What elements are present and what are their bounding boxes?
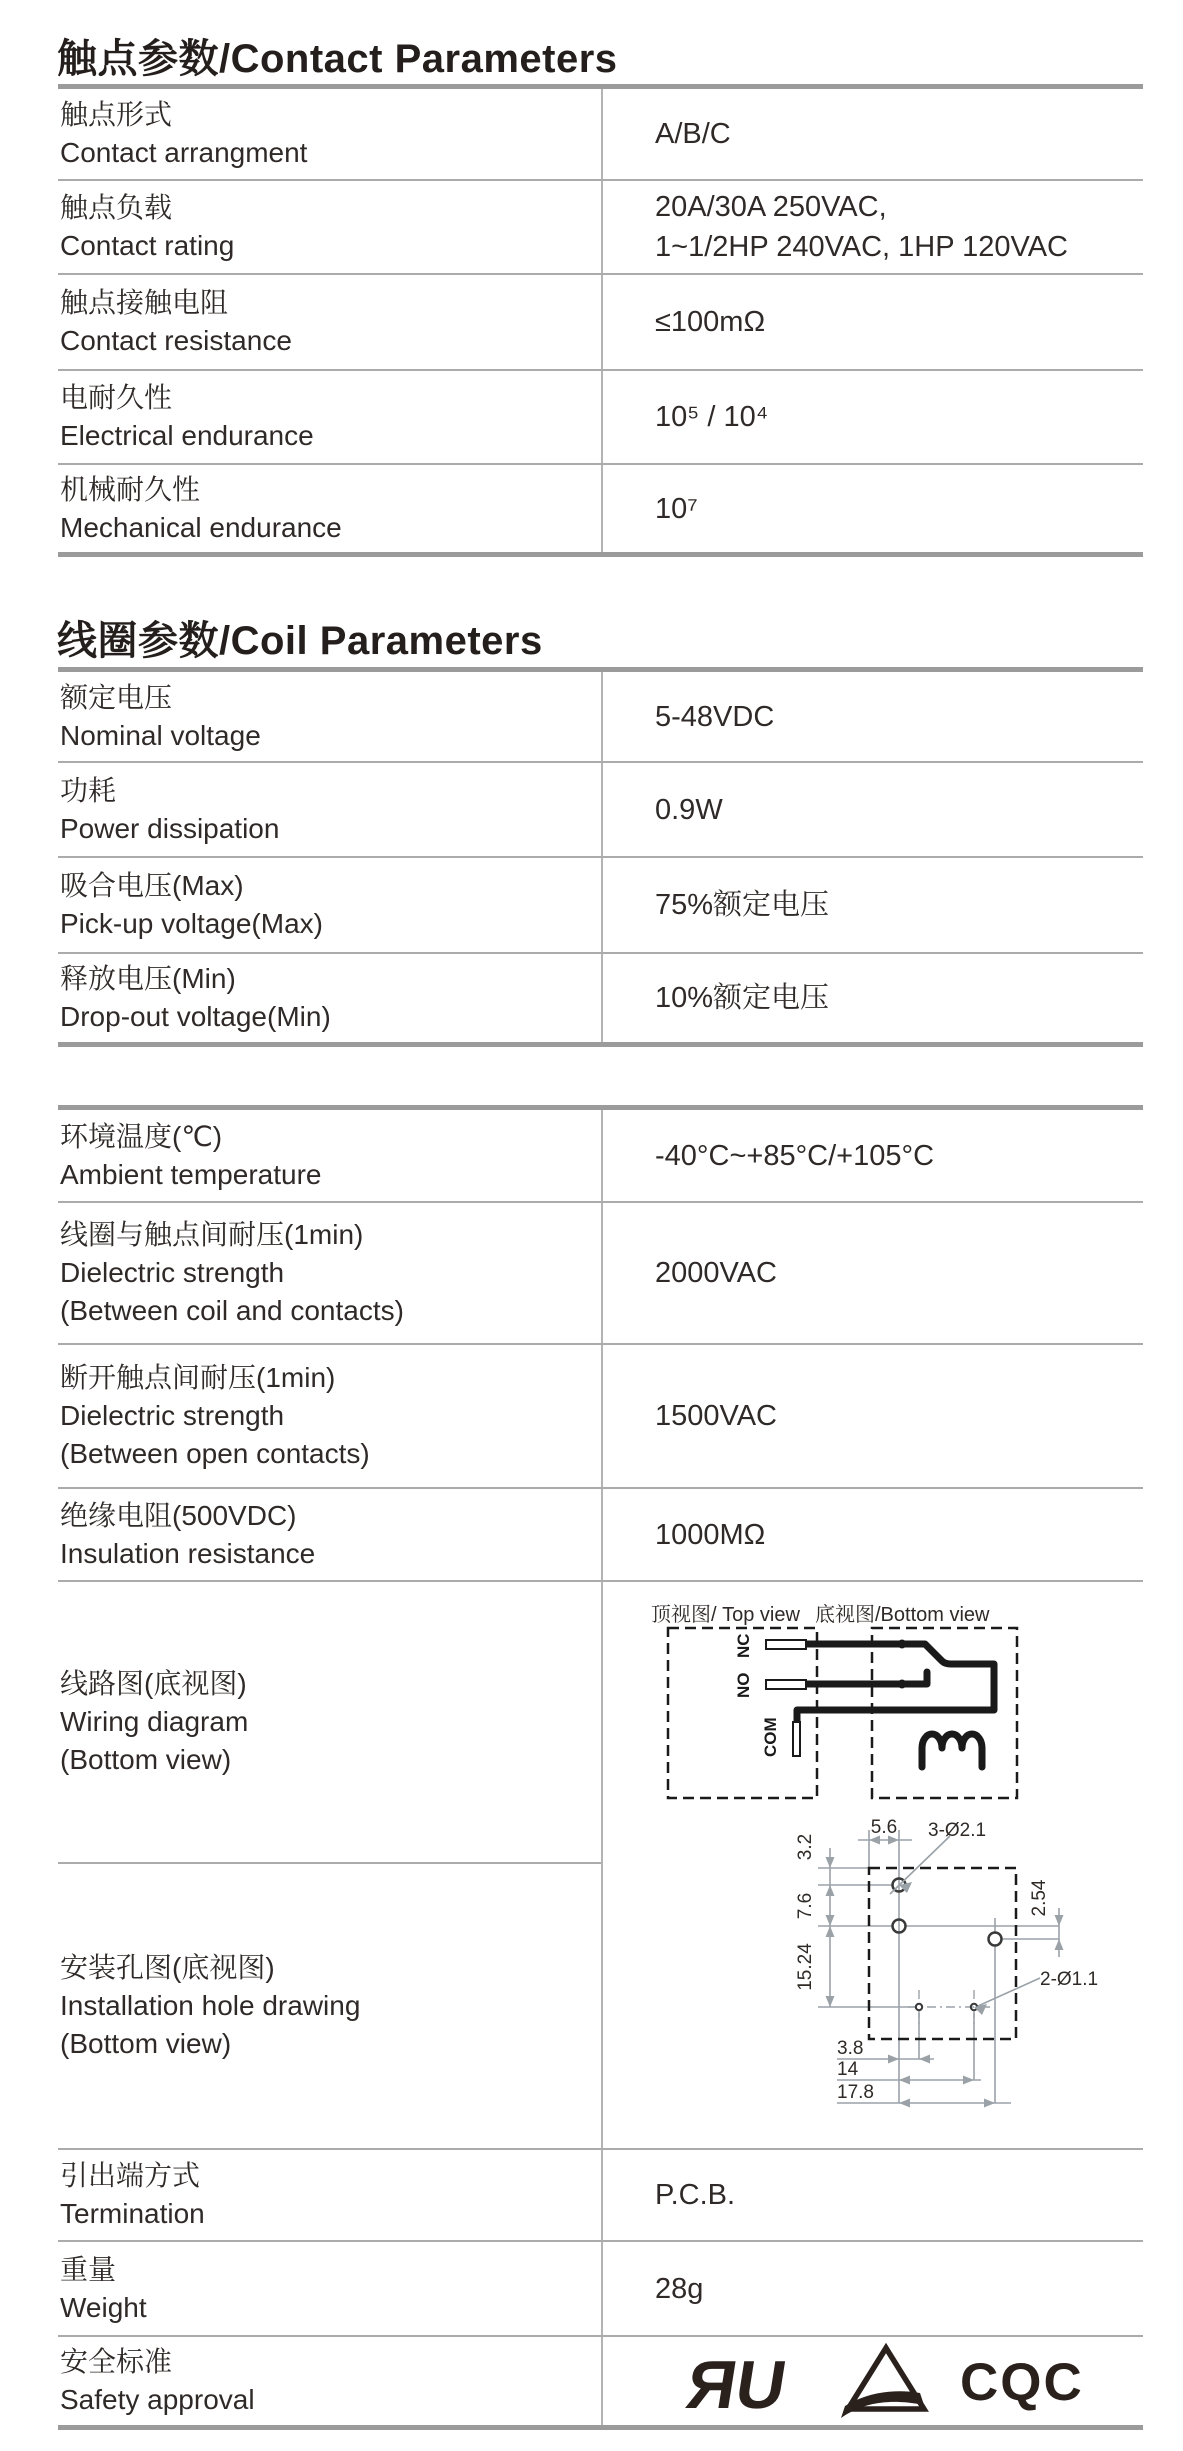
row-label-en-2: (Bottom view) — [60, 1744, 232, 1775]
dim-arrow — [963, 2076, 974, 2085]
row-label-en: Installation hole drawing — [60, 1990, 361, 2021]
dim-label-3-holes: 3-Ø2.1 — [928, 1820, 987, 1841]
row-value — [601, 371, 1143, 463]
row-label — [58, 1582, 601, 1862]
row-label-zh: 线路图(底视图) — [60, 1668, 247, 1699]
row-label-zh: 引出端方式 — [60, 2160, 201, 2191]
table-row — [58, 369, 1143, 463]
row-value-text: 2000VAC — [655, 1257, 777, 1289]
table-row — [58, 952, 1143, 1042]
coil-parameters-table — [58, 667, 1143, 1047]
dim-arrow — [888, 2055, 899, 2064]
row-value-text: 20A/30A 250VAC, — [655, 191, 887, 223]
row-label — [58, 672, 601, 761]
row-value-text: 10⁷ — [655, 492, 698, 525]
dim-arrow — [919, 2055, 930, 2064]
row-label-en: Weight — [60, 2291, 147, 2323]
table-row-safety-approval — [58, 2335, 1143, 2425]
row-label-en: Drop-out voltage(Min) — [60, 1001, 331, 1032]
row-label — [58, 1203, 601, 1343]
row-label-en: Pick-up voltage(Max) — [60, 908, 323, 939]
row-value-text: 10⁵ / 10⁴ — [655, 401, 769, 433]
row-value — [601, 672, 1143, 761]
row-value — [601, 181, 1143, 273]
com-pin-label: COM — [761, 1717, 780, 1757]
row-value-text: A/B/C — [655, 118, 731, 150]
row-value-text: 1000MΩ — [655, 1518, 766, 1551]
row-label — [58, 1862, 601, 2148]
cqc-logo — [960, 2353, 1118, 2412]
row-label-en: Contact resistance — [60, 325, 292, 356]
row-label-en: Contact arrangment — [60, 137, 308, 168]
row-value — [601, 858, 1143, 952]
row-label-zh: 吸合电压(Max) — [60, 870, 244, 901]
row-label-zh: 额定电压 — [60, 681, 173, 713]
dim-arrow — [899, 2099, 910, 2108]
dim-label-3-8: 3.8 — [837, 2038, 864, 2059]
row-value — [601, 275, 1143, 369]
row-value-text: 1500VAC — [655, 1400, 777, 1432]
row-value — [601, 954, 1143, 1042]
dim-label-14: 14 — [837, 2059, 859, 2080]
dim-label-5-6: 5.6 — [870, 1817, 898, 1838]
table-row — [58, 1343, 1143, 1487]
row-label-en: Termination — [60, 2198, 205, 2229]
mount-hole — [989, 1933, 1002, 1946]
row-label — [58, 275, 601, 369]
row-label-zh: 触点负载 — [60, 192, 173, 223]
row-label — [58, 2337, 601, 2425]
row-value — [601, 465, 1143, 552]
table-row — [58, 2148, 1143, 2240]
row-label — [58, 858, 601, 952]
dim-label-3-2: 3.2 — [795, 1833, 816, 1861]
no-pin — [766, 1680, 806, 1689]
row-label-en: Power dissipation — [60, 812, 280, 844]
row-label-en: Electrical endurance — [60, 420, 314, 451]
row-label-en-2: (Bottom view) — [60, 2028, 232, 2059]
dim-label-2-holes: 2-Ø1.1 — [1040, 1969, 1099, 1990]
row-value-text: P.C.B. — [655, 2179, 736, 2211]
no-pin-label: NO — [734, 1672, 753, 1698]
row-label-en: Contact rating — [60, 230, 235, 261]
row-label — [58, 89, 601, 179]
table-row — [58, 179, 1143, 273]
dim-arrow — [826, 1915, 835, 1926]
row-value — [601, 1345, 1143, 1487]
row-label-zh: 环境温度(℃) — [60, 1120, 223, 1152]
row-value — [601, 763, 1143, 856]
dim-arrow — [826, 1926, 835, 1937]
dim-label-2-54: 2.54 — [1029, 1879, 1050, 1917]
row-label-zh: 安全标准 — [60, 2346, 173, 2377]
row-label — [58, 763, 601, 856]
row-label-en: Safety approval — [60, 2384, 255, 2415]
row-label-en: Nominal voltage — [60, 719, 261, 751]
no-junction-dot — [898, 1680, 907, 1689]
ul-mark-text: ЯU — [681, 2347, 792, 2423]
row-value-text: 10%额定电压 — [655, 982, 830, 1014]
row-label-zh: 触点接触电阻 — [60, 287, 229, 318]
row-value-text: 28g — [655, 2272, 704, 2305]
dim-arrow — [1055, 1939, 1064, 1950]
table-row — [58, 761, 1143, 856]
leader-line-2-holes — [978, 1978, 1040, 2006]
row-label — [58, 2242, 601, 2335]
row-label — [58, 1110, 601, 1201]
table-row — [58, 2240, 1143, 2335]
row-label-zh: 释放电压(Min) — [60, 963, 236, 994]
no-trace — [805, 1672, 927, 1684]
row-label-en: Mechanical endurance — [60, 511, 342, 543]
row-value-text-2: 1~1/2HP 240VAC, 1HP 120VAC — [655, 231, 1068, 263]
table-row — [58, 1487, 1143, 1580]
com-junction-dot — [991, 1695, 998, 1702]
top-view-label: 顶视图/ Top view — [651, 1604, 800, 1626]
coil-symbol — [922, 1734, 982, 1767]
installation-hole-drawing — [795, 1817, 1130, 2120]
com-pin — [793, 1722, 800, 1756]
table-row — [58, 672, 1143, 761]
nc-junction-dot — [898, 1640, 907, 1649]
table-row — [58, 1110, 1143, 1201]
row-label-zh: 断开触点间耐压(1min) — [60, 1362, 336, 1393]
row-label-en: Insulation resistance — [60, 1537, 316, 1569]
bottom-view-label: 底视图/Bottom view — [815, 1604, 990, 1626]
row-label — [58, 954, 601, 1042]
row-label-zh: 重量 — [60, 2253, 117, 2285]
row-label-zh: 机械耐久性 — [60, 473, 201, 505]
dim-arrow — [899, 2076, 910, 2085]
dim-label-17-8: 17.8 — [837, 2082, 874, 2103]
row-value-text: 0.9W — [655, 793, 723, 826]
nc-pin-label: NC — [734, 1633, 753, 1658]
row-value-text: ≤100mΩ — [655, 306, 766, 338]
row-label-en: Wiring diagram — [60, 1706, 249, 1737]
row-label-en: Dielectric strength — [60, 1400, 285, 1431]
row-label-en: Ambient temperature — [60, 1158, 322, 1190]
row-label-zh: 功耗 — [60, 774, 117, 806]
row-value — [601, 1489, 1143, 1580]
row-label-zh: 触点形式 — [60, 99, 173, 130]
table-row — [58, 1201, 1143, 1343]
row-label-zh: 电耐久性 — [60, 382, 173, 413]
row-label — [58, 2150, 601, 2240]
safety-logos — [601, 2337, 1143, 2425]
table-row — [58, 463, 1143, 552]
row-label — [58, 1345, 601, 1487]
section-title-contact-parameters: 触点参数/Contact Parameters — [57, 37, 618, 81]
dim-arrow — [826, 1857, 835, 1868]
row-label-en-2: (Between open contacts) — [60, 1438, 370, 1469]
dim-label-7-6: 7.6 — [795, 1892, 816, 1920]
dim-arrow — [1055, 1915, 1064, 1926]
dim-arrow — [826, 1996, 835, 2007]
dim-arrow — [826, 1885, 835, 1896]
row-label-en-2: (Between coil and contacts) — [60, 1295, 404, 1326]
wiring-diagram — [645, 1596, 1045, 1806]
cqc-text: CQC — [960, 2353, 1084, 2412]
pin-hole — [916, 2004, 922, 2010]
row-value — [601, 1203, 1143, 1343]
table-row — [58, 856, 1143, 952]
table-row — [58, 89, 1143, 179]
row-value — [601, 2242, 1143, 2335]
row-value-text: 75%额定电压 — [655, 889, 830, 921]
row-value — [601, 89, 1143, 179]
nc-pin — [766, 1640, 806, 1649]
table-row — [58, 273, 1143, 369]
contact-parameters-table — [58, 84, 1143, 557]
row-label — [58, 181, 601, 273]
row-value-text: 5-48VDC — [655, 700, 775, 733]
row-label-zh: 线圈与触点间耐压(1min) — [60, 1219, 364, 1250]
row-label-zh: 安装孔图(底视图) — [60, 1952, 275, 1983]
row-value-text: -40°C~+85°C/+105°C — [655, 1139, 935, 1172]
row-label — [58, 465, 601, 552]
dim-label-15-24: 15.24 — [795, 1943, 816, 1991]
dim-arrow — [984, 2099, 995, 2108]
row-value — [601, 1110, 1143, 1201]
ul-recognized-logo — [680, 2344, 808, 2423]
row-label-en: Dielectric strength — [60, 1257, 285, 1288]
row-label — [58, 1489, 601, 1580]
section-title-coil-parameters: 线圈参数/Coil Parameters — [57, 619, 543, 663]
row-label — [58, 371, 601, 463]
row-label-zh: 绝缘电阻(500VDC) — [60, 1499, 297, 1531]
triangle-certification-icon — [840, 2343, 928, 2419]
row-value — [601, 2150, 1143, 2240]
